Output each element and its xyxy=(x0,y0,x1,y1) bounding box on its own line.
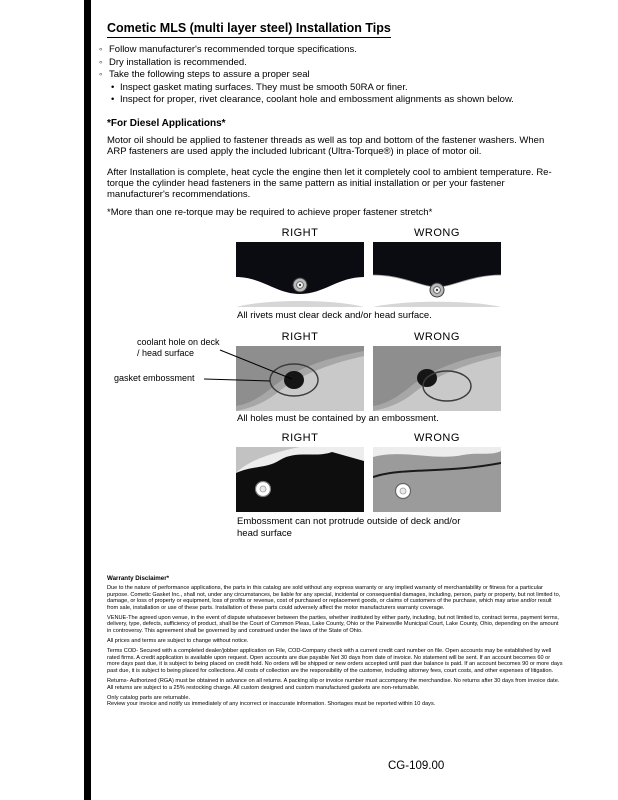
list-sub-item xyxy=(111,94,569,107)
embossment-wrong-diagram xyxy=(373,447,501,512)
diagram-panels xyxy=(236,447,502,512)
diagram-labels xyxy=(236,227,502,239)
diagram-panels xyxy=(236,346,502,411)
right-label: RIGHT xyxy=(281,227,319,239)
diagram-caption: Embossment can not protrude outside of deck and/or head surface xyxy=(237,516,461,539)
diagram-row-rivets xyxy=(236,227,502,307)
tip-text: Inspect for proper, rivet clearance, coolant hole and embossment alignments as shown below. xyxy=(120,94,514,106)
binder-spine-bar xyxy=(84,0,91,800)
wrong-label: WRONG xyxy=(414,227,460,239)
warranty-paragraph: Due to the nature of performance applications, the parts in this catalog are sold without any express warranty or any implied warranty of merchantability or fitness for a particular purpose. Cometic Gasket Inc., shall not, under any circumstances, be liable for any special, incidental or consequential damages, including, person, party or property, but not limited to, damage, or loss of property or equipment, loss of profits or revenue, cost of purchased or replacement goods, or claims of customers of the purchase, which may arise and/or result from sale, installation or use of these parts. Installation of these parts could adversely affect the motor manufacturers warranty coverage. xyxy=(107,585,561,611)
diagram-row-embossment xyxy=(236,432,502,512)
rivet-wrong-diagram xyxy=(373,242,501,307)
page-title: Cometic MLS (multi layer steel) Installation Tips xyxy=(107,21,391,38)
coolant-hole-right-diagram xyxy=(236,346,364,411)
installation-tips-list xyxy=(99,44,569,107)
sub-bullet-icon: • xyxy=(111,94,115,106)
rivet-right-diagram xyxy=(236,242,364,307)
warranty-text xyxy=(107,585,563,712)
right-label: RIGHT xyxy=(281,331,319,343)
diesel-paragraph: After Installation is complete, heat cycle the engine then let it completely cool to ambient temperature. Re-torque the cylinder head fasteners in the same pattern as initial installation or per your fastener manufacturer's recommendations. xyxy=(107,167,552,201)
warranty-paragraph: Terms COD- Secured with a completed dealer/jobber application on File, COD-Company check with a current credit card number on file. Open accounts may be established by well rated firms. A credit application is available upon request. Open accounts are due payable Net 30 days from date of invoice. No statement will be sent. If an account becomes 60 or more days past due, it is subject to being placed on credit hold. No orders will be shipped or new orders accepted until past due balance is paid. If an account becomes 90 or more days past due, it is subject to being placed for collections. All costs of collection are the responsibility of the customer, including attorney fees, court costs, and other expenses of litigation. xyxy=(107,648,563,675)
wrong-label: WRONG xyxy=(414,331,460,343)
warranty-paragraph: All prices and terms are subject to change without notice. xyxy=(107,638,249,645)
diesel-paragraph: Motor oil should be applied to fastener threads as well as top and bottom of the fastener washers. When ARP fasteners are used apply the included lubricant (Ultra-Torque®) in place of motor oil. xyxy=(107,135,545,158)
tip-text: Dry installation is recommended. xyxy=(109,56,247,68)
diesel-applications-heading: *For Diesel Applications* xyxy=(107,118,226,129)
diagram-panels xyxy=(236,242,502,307)
coolant-hole-wrong-diagram xyxy=(373,346,501,411)
wrong-label: WRONG xyxy=(414,432,460,444)
warranty-paragraph: Review your invoice and notify us immediately of any incorrect or inaccurate information. Shortages must be reported within 10 days. xyxy=(107,701,436,708)
list-item xyxy=(99,57,569,70)
warranty-heading: Warranty Disclaimer* xyxy=(107,575,170,582)
diagram-labels xyxy=(236,331,502,343)
tip-text: Take the following steps to assure a proper seal xyxy=(109,69,310,81)
warranty-paragraph: VENUE-The agreed upon venue, in the event of dispute whatsoever between the parties, whether instituted by either party, including, but not limited to, contract terms, payment terms, delivery, type, defects, sufficiency of product, shall be the Court of Common Pleas, Lake County, Ohio or the Painesville Municipal Court, Lake County, Ohio, depending on the amount in controversy. This agreement shall be governed by and construed under the laws of the State of Ohio. xyxy=(107,614,559,635)
annotation-coolant-hole: coolant hole on deck / head surface xyxy=(137,337,220,358)
diagram-labels xyxy=(236,432,502,444)
list-sub-item xyxy=(111,82,569,95)
diagram-caption: All rivets must clear deck and/or head surface. xyxy=(237,310,432,321)
bullet-icon: ◦ xyxy=(99,44,103,55)
embossment-right-diagram xyxy=(236,447,364,512)
bullet-icon: ◦ xyxy=(99,69,103,81)
tip-text: Inspect gasket mating surfaces. They must be smooth 50RA or finer. xyxy=(120,81,408,93)
right-label: RIGHT xyxy=(281,432,319,444)
list-item xyxy=(99,69,569,82)
warranty-paragraph: Only catalog parts are returnable. xyxy=(107,694,191,701)
diagram-caption: All holes must be contained by an embossment. xyxy=(237,413,439,424)
annotation-gasket-embossment: gasket embossment xyxy=(114,373,195,383)
tip-text: Follow manufacturer's recommended torque specifications. xyxy=(109,44,357,55)
retorque-note: *More than one re-torque may be required to achieve proper fastener stretch* xyxy=(107,207,433,218)
page-code: CG-109.00 xyxy=(388,760,445,772)
diagram-row-holes xyxy=(236,331,502,411)
list-item xyxy=(99,44,569,57)
sub-bullet-icon: • xyxy=(111,81,115,93)
bullet-icon: ◦ xyxy=(99,56,103,68)
warranty-paragraph: Returns- Authorized (RGA) must be obtained in advance on all returns. A packing slip or invoice number must accompany the merchandise. No returns after 30 days from invoice date. All returns are subject to a 25% restocking charge. All custom designed and custom manufactured gaskets are non-returnable. xyxy=(107,678,560,691)
